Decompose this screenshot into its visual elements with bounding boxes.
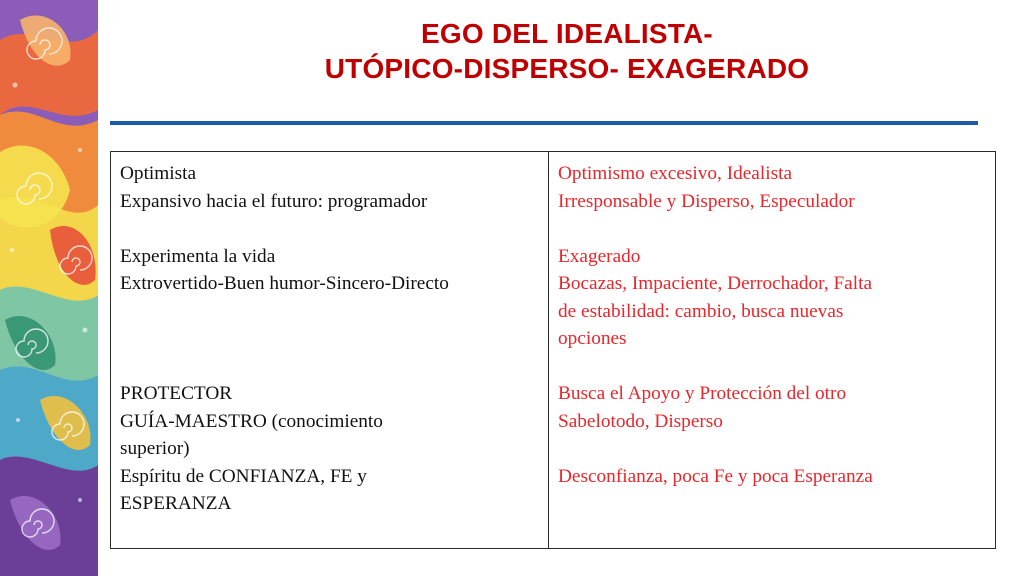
title-line-1-rest: DEL IDEALISTA- — [491, 18, 713, 49]
right-line: Sabelotodo, Disperso — [558, 410, 723, 432]
left-line: Experimenta la vida — [120, 245, 276, 267]
title-divider — [110, 121, 978, 125]
left-line: Espíritu de CONFIANZA, FE y — [120, 465, 367, 487]
left-line: Expansivo hacia el futuro: programador — [120, 190, 428, 212]
left-line: Optimista — [120, 163, 197, 184]
left-line: PROTECTOR — [120, 383, 233, 404]
right-line: Bocazas, Impaciente, Derrochador, Falta — [558, 273, 873, 294]
right-line: opciones — [558, 328, 627, 349]
spacer — [558, 435, 995, 463]
spacer — [120, 215, 548, 243]
title-word-ego: EGO — [421, 18, 484, 49]
comparison-table — [110, 151, 996, 549]
left-line: Extrovertido-Buen humor-Sincero-Directo — [120, 273, 449, 294]
spacer — [120, 298, 548, 381]
right-line: Busca el Apoyo y Protección del otro — [558, 383, 847, 404]
right-line: de estabilidad: cambio, busca nuevas — [558, 300, 844, 322]
title-line-2: UTÓPICO-DISPERSO- EXAGERADO — [324, 53, 810, 84]
decorative-mandala-art — [0, 0, 98, 576]
left-line: ESPERANZA — [120, 493, 232, 514]
left-line: GUÍA-MAESTRO (conocimiento — [120, 410, 383, 432]
right-line: Irresponsable y Disperso, Especulador — [558, 190, 855, 212]
spacer — [558, 215, 995, 243]
left-line: superior) — [120, 438, 190, 459]
right-line: Exagerado — [558, 245, 641, 267]
right-column-ego-traits — [549, 152, 995, 548]
right-line: Desconfianza, poca Fe y poca Esperanza — [558, 465, 873, 487]
spacer — [558, 353, 995, 381]
right-line: Optimismo excesivo, Idealista — [558, 163, 793, 184]
slide-title — [110, 16, 1024, 86]
left-column-virtues — [111, 152, 549, 548]
title-line-1 — [110, 16, 1024, 51]
